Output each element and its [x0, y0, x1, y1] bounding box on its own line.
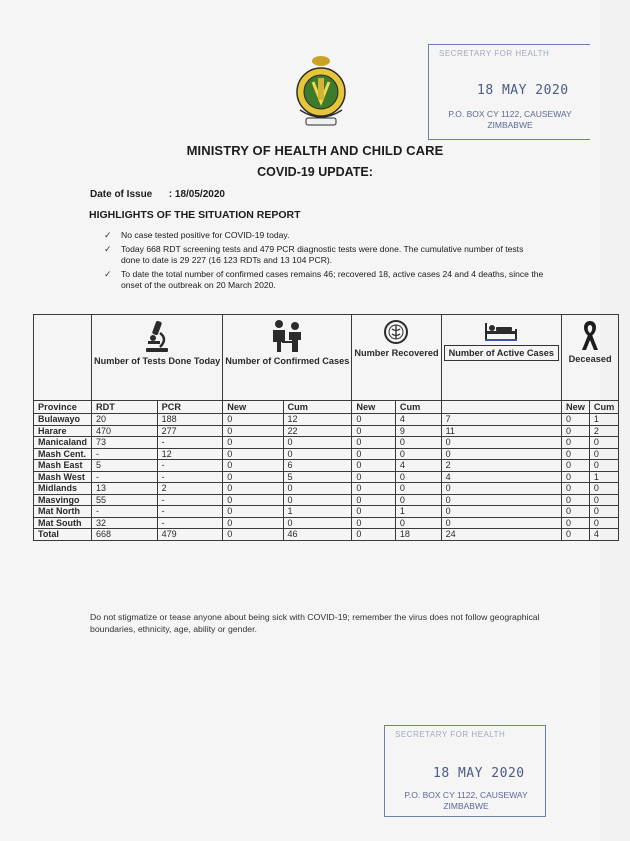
header-recovered: Number Recovered [352, 315, 441, 401]
table-row [34, 437, 619, 449]
check-icon: ✓ [104, 230, 112, 240]
table-cell: - [157, 517, 223, 529]
table-cell: 20 [92, 414, 158, 426]
ministry-title: MINISTRY OF HEALTH AND CHILD CARE [186, 143, 444, 158]
footer-note: Do not stigmatize or tease anyone about being sick with COVID-19; remember the virus does not follow geographical boundaries, ethnicity, age, ability or gender. [90, 612, 540, 634]
table-row [34, 414, 619, 426]
table-cell: 0 [352, 483, 396, 495]
table-total-row [34, 529, 619, 541]
table-cell: 0 [395, 483, 441, 495]
table-cell: 0 [352, 494, 396, 506]
table-cell: - [92, 448, 158, 460]
table-cell: 0 [283, 494, 352, 506]
recovery-emblem-icon [383, 319, 409, 345]
table-row [34, 517, 619, 529]
table-cell: 1 [589, 471, 618, 483]
table-cell: 0 [561, 425, 589, 437]
table-cell: 0 [561, 506, 589, 518]
table-cell: 0 [561, 483, 589, 495]
province-cell: Mash Cent. [34, 448, 92, 460]
mourning-ribbon-icon [579, 319, 601, 351]
table-cell: - [157, 506, 223, 518]
table-cell: 188 [157, 414, 223, 426]
table-cell: 0 [441, 448, 561, 460]
list-item: ✓ To date the total number of confirmed cases remains 46; recovered 18, active cases 24 and 4 deaths, since the onset of the outbreak on 20 March 2020. [104, 269, 544, 290]
table-cell: 0 [441, 437, 561, 449]
header-tests: Number of Tests Done Today [92, 315, 223, 401]
table-cell: 2 [441, 460, 561, 472]
table-cell: 7 [441, 414, 561, 426]
table-cell: 0 [352, 448, 396, 460]
table-cell: 0 [223, 529, 283, 541]
table-cell: 0 [223, 448, 283, 460]
table-cell: 0 [589, 494, 618, 506]
table-cell: 470 [92, 425, 158, 437]
table-cell: 22 [283, 425, 352, 437]
table-cell: 1 [283, 506, 352, 518]
situation-table [33, 314, 619, 541]
stamp-address: P.O. BOX CY 1122, CAUSEWAY ZIMBABWE [448, 109, 572, 130]
table-cell: 0 [561, 529, 589, 541]
table-cell: 5 [92, 460, 158, 472]
table-cell: 55 [92, 494, 158, 506]
table-cell: 0 [223, 471, 283, 483]
table-cell: 0 [283, 483, 352, 495]
document-title: COVID-19 UPDATE: [257, 165, 373, 179]
stamp-date: 18 MAY 2020 [433, 766, 525, 781]
table-cell: 0 [395, 494, 441, 506]
province-cell: Bulawayo [34, 414, 92, 426]
patient-doctor-icon [267, 319, 307, 353]
province-cell: Mash West [34, 471, 92, 483]
table-cell: 0 [223, 460, 283, 472]
table-cell: 0 [352, 425, 396, 437]
date-of-issue [90, 189, 225, 200]
table-cell: 0 [352, 506, 396, 518]
table-cell: 9 [395, 425, 441, 437]
table-cell: 0 [561, 471, 589, 483]
table-cell: 0 [589, 517, 618, 529]
header-confirmed: Number of Confirmed Cases [223, 315, 352, 401]
stamp-date: 18 MAY 2020 [477, 83, 569, 98]
table-cell: - [157, 437, 223, 449]
table-cell: - [157, 460, 223, 472]
table-cell: 0 [589, 437, 618, 449]
table-cell: - [157, 471, 223, 483]
table-cell: 24 [441, 529, 561, 541]
table-cell: 0 [223, 517, 283, 529]
table-cell: 0 [589, 448, 618, 460]
table-cell: 0 [395, 471, 441, 483]
table-cell: 0 [441, 517, 561, 529]
table-cell: 32 [92, 517, 158, 529]
table-cell: 0 [441, 494, 561, 506]
table-cell: 4 [589, 529, 618, 541]
table-cell: 4 [441, 471, 561, 483]
province-cell: Mash East [34, 460, 92, 472]
table-row [34, 471, 619, 483]
province-cell: Mat North [34, 506, 92, 518]
table-cell: 0 [352, 414, 396, 426]
table-cell: 277 [157, 425, 223, 437]
table-cell: 0 [561, 448, 589, 460]
table-cell: 0 [441, 483, 561, 495]
table-cell: 4 [395, 460, 441, 472]
table-cell: 12 [157, 448, 223, 460]
table-cell: 0 [223, 414, 283, 426]
table-cell: 0 [561, 494, 589, 506]
province-cell: Midlands [34, 483, 92, 495]
date-label: Date of Issue [90, 189, 153, 200]
table-cell: 4 [395, 414, 441, 426]
header-active: Number of Active Cases [441, 315, 561, 401]
hospital-bed-icon [483, 319, 519, 341]
table-cell: 2 [157, 483, 223, 495]
header-deceased: Deceased [561, 315, 618, 401]
microscope-icon [142, 319, 172, 353]
table-cell: 12 [283, 414, 352, 426]
table-cell: 0 [395, 517, 441, 529]
table-cell: 0 [561, 414, 589, 426]
list-item: ✓ Today 668 RDT screening tests and 479 PCR diagnostic tests were done. The cumulative number of tests done to date is 29 227 (16 123 RDTs and 13 104 PCR). [104, 244, 524, 265]
table-cell: 0 [352, 529, 396, 541]
table-cell: - [92, 471, 158, 483]
table-cell: 0 [283, 437, 352, 449]
check-icon: ✓ [104, 244, 112, 254]
table-cell: 0 [223, 483, 283, 495]
table-cell: - [92, 506, 158, 518]
province-cell: Harare [34, 425, 92, 437]
table-row [34, 506, 619, 518]
table-cell: 0 [441, 506, 561, 518]
table-cell: 73 [92, 437, 158, 449]
table-cell: 0 [352, 460, 396, 472]
table-cell: 0 [589, 506, 618, 518]
table-cell: 2 [589, 425, 618, 437]
highlights-heading: HIGHLIGHTS OF THE SITUATION REPORT [89, 209, 301, 221]
table-cell: 0 [283, 448, 352, 460]
table-cell: 0 [589, 460, 618, 472]
province-cell: Mat South [34, 517, 92, 529]
table-cell: 18 [395, 529, 441, 541]
header-blank [34, 315, 92, 401]
table-cell: 0 [395, 437, 441, 449]
table-cell: 0 [283, 517, 352, 529]
highlights-list [104, 230, 544, 294]
list-item: ✓ No case tested positive for COVID-19 today. [104, 230, 290, 240]
table-cell: 0 [561, 460, 589, 472]
province-cell: Masvingo [34, 494, 92, 506]
stamp-address: P.O. BOX CY 1122, CAUSEWAY ZIMBABWE [404, 790, 528, 811]
table-cell: 11 [441, 425, 561, 437]
table-row [34, 448, 619, 460]
date-value: : 18/05/2020 [168, 189, 225, 200]
table-cell: 13 [92, 483, 158, 495]
table-cell: 0 [223, 425, 283, 437]
table-cell: 668 [92, 529, 158, 541]
table-subheader-row: Province RDT PCR New Cum New Cum New Cum [34, 401, 619, 414]
table-cell: 479 [157, 529, 223, 541]
received-stamp-top: SECRETARY FOR HEALTH 18 MAY 2020 P.O. BOX CY 1122, CAUSEWAY ZIMBABWE [428, 44, 590, 140]
table-row [34, 425, 619, 437]
table-cell: 0 [561, 437, 589, 449]
table-cell: 46 [283, 529, 352, 541]
table-cell: 0 [223, 506, 283, 518]
table-row [34, 483, 619, 495]
province-cell: Total [34, 529, 92, 541]
table-cell: 0 [352, 517, 396, 529]
received-stamp-bottom: SECRETARY FOR HEALTH 18 MAY 2020 P.O. BOX CY 1122, CAUSEWAY ZIMBABWE [384, 725, 546, 817]
table-cell: 0 [352, 437, 396, 449]
table-cell: 5 [283, 471, 352, 483]
coat-of-arms-icon [290, 52, 352, 142]
table-cell: 0 [589, 483, 618, 495]
table-cell: 1 [589, 414, 618, 426]
table-cell: 0 [352, 471, 396, 483]
table-cell: 0 [561, 517, 589, 529]
table-cell: 0 [223, 494, 283, 506]
table-cell: 0 [395, 448, 441, 460]
table-cell: 6 [283, 460, 352, 472]
table-body [34, 414, 619, 541]
table-cell: 1 [395, 506, 441, 518]
province-cell: Manicaland [34, 437, 92, 449]
check-icon: ✓ [104, 269, 112, 279]
table-cell: 0 [223, 437, 283, 449]
table-row [34, 494, 619, 506]
table-cell: - [157, 494, 223, 506]
table-row [34, 460, 619, 472]
